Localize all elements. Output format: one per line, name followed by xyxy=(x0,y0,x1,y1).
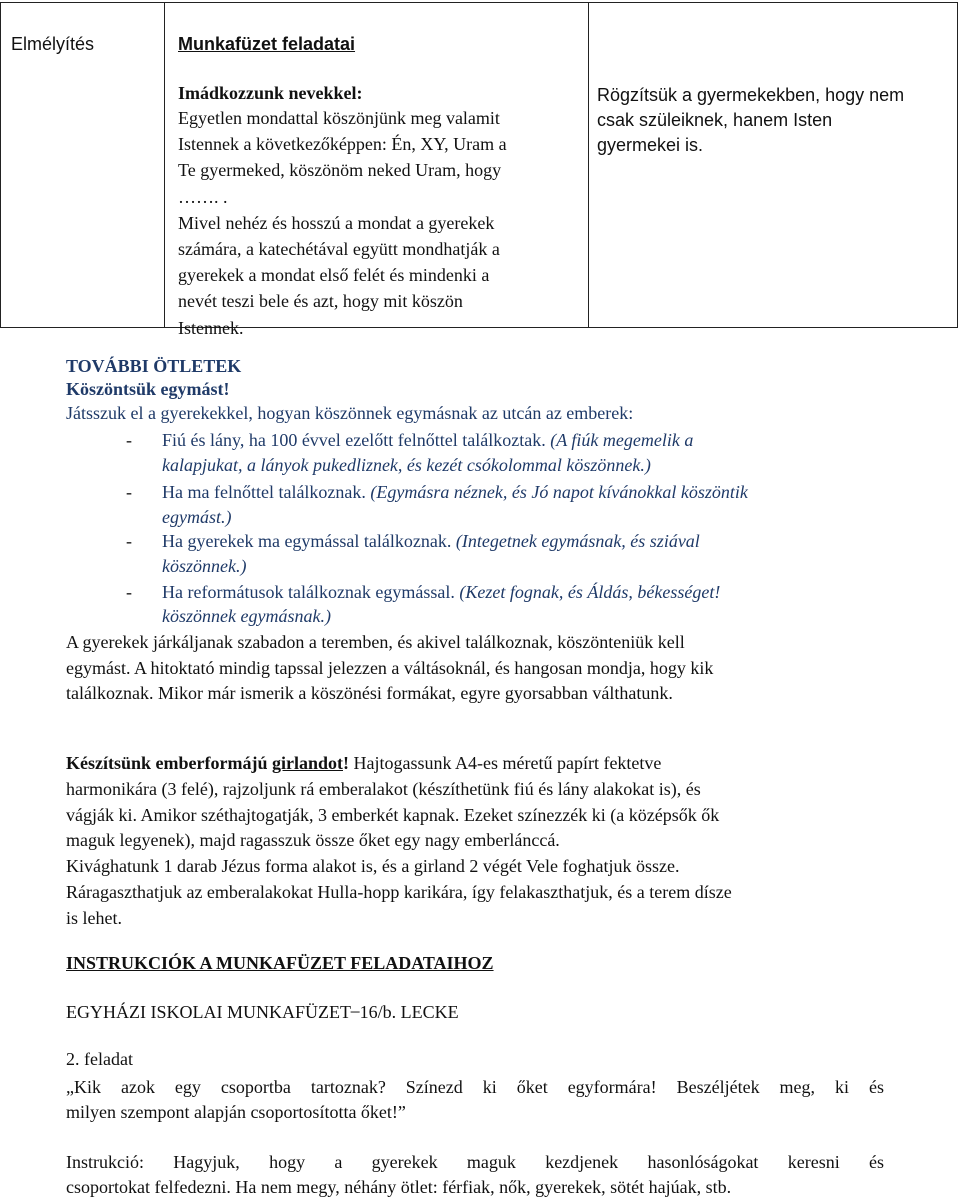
workbook-lesson: EGYHÁZI ISKOLAI MUNKAFÜZET ̶ 16/b. LECKE xyxy=(66,1002,459,1022)
paragraph-line: A gyerekek járkáljanak szabadon a teremben, és akivel találkoznak, köszönteniük kell xyxy=(66,632,685,652)
garland-section xyxy=(66,751,732,932)
phase-label: Elmélyítés xyxy=(11,34,95,54)
list-bullet: - xyxy=(126,531,132,551)
instruction-text xyxy=(66,1150,884,1200)
task-number: 2. feladat xyxy=(66,1049,133,1069)
workbook-title: Munkafüzet feladatai xyxy=(178,34,356,54)
goal-line: Rögzítsük a gyermekekben, hogy nem xyxy=(597,85,905,105)
prayer-line: Egyetlen mondattal köszönjünk meg valamit xyxy=(178,108,500,128)
prayer-line: nevét teszi bele és azt, hogy mit köszön xyxy=(178,291,463,312)
list-item: Ha ma felnőttel találkoznak. (Egymásra néznek, és Jó napot kívánokkal köszöntik xyxy=(162,482,748,502)
list-item: Ha gyerekek ma egymással találkoznak. (Integetnek egymásnak, és sziával xyxy=(162,531,700,551)
ideas-subheading: Köszöntsük egymást! xyxy=(66,379,230,399)
prayer-line: gyerekek a mondat első felét és mindenki a xyxy=(178,265,490,286)
instruction-line: Instrukció: Hagyjuk, hogy a gyerekek maguk kezdjenek hasonlóságokat keresni és xyxy=(66,1152,884,1172)
goal-line: gyermekei is. xyxy=(597,135,704,155)
lesson-table xyxy=(0,2,958,338)
quote-line: „Kik azok egy csoportba tartoznak? Színezd ki őket egyformára! Beszéljétek meg, ki és xyxy=(66,1077,884,1097)
list-item-cont: köszönnek egymásnak.) xyxy=(162,606,331,626)
list-item: Ha reformátusok találkoznak egymással. (Kezet fognak, és Áldás, békességet! xyxy=(162,582,721,602)
prayer-line: Istennek a következőképpen: Én, XY, Uram a xyxy=(178,134,507,155)
goal-text xyxy=(597,83,904,158)
paragraph-line: találkoznak. Mikor már ismerik a köszönési formákat, egyre gyorsabban válthatunk. xyxy=(66,683,673,703)
list-item-cont: kalapjukat, a lányok pukedliznek, és kezét csókolommal köszönnek.) xyxy=(162,455,651,475)
prayer-line: Mivel nehéz és hosszú a mondat a gyerekek xyxy=(178,212,495,233)
quote-line: milyen szempont alapján csoportosította őket!” xyxy=(66,1102,406,1122)
table-cell-workbook xyxy=(165,3,589,338)
garland-line: is lehet. xyxy=(66,907,122,928)
list-bullet: - xyxy=(126,430,132,450)
task-quote xyxy=(66,1075,884,1125)
garland-line: harmonikára (3 felé), rajzoljunk rá emberalakot (készíthetünk fiú és lány alakokat is), és xyxy=(66,778,701,799)
list-item-cont: köszönnek.) xyxy=(162,556,247,576)
garland-line: Ráragaszthatjuk az emberalakokat Hulla-hopp karikára, így felakaszthatjuk, és a terem dísze xyxy=(66,881,732,902)
garland-line: maguk legyenek), majd ragasszuk össze őket egy nagy emberlánccá. xyxy=(66,830,560,851)
table-cell-phase xyxy=(1,3,165,328)
instructions-heading: INSTRUKCIÓK A MUNKAFÜZET FELADATAIHOZ xyxy=(66,953,494,973)
list-bullet: - xyxy=(126,482,132,502)
prayer-line: Istennek. xyxy=(178,317,244,338)
prayer-line: számára, a katechétával együtt mondhatják a xyxy=(178,239,500,260)
goal-line: csak szüleiknek, hanem Isten xyxy=(597,110,833,130)
instruction-line: csoportokat felfedezni. Ha nem megy, néhány ötlet: férfiak, nők, gyerekek, sötét hajúak, stb. xyxy=(66,1177,732,1197)
prayer-line: Te gyermeked, köszönöm neked Uram, hogy xyxy=(178,160,502,181)
prayer-subtitle: Imádkozzunk nevekkel: xyxy=(178,83,363,103)
ideas-paragraph xyxy=(66,630,713,707)
prayer-line: ……. . xyxy=(178,186,228,207)
list-item: Fiú és lány, ha 100 évvel ezelőtt felnőttel találkoztak. (A fiúk megemelik a xyxy=(162,430,694,450)
paragraph-line: egymást. A hitoktató mindig tapssal jelezzen a váltásoknál, és hangosan mondja, hogy kik xyxy=(66,657,714,678)
prayer-text xyxy=(178,105,507,341)
ideas-heading: TOVÁBBI ÖTLETEK xyxy=(66,356,242,376)
garland-line: Kivághatunk 1 darab Jézus forma alakot is, és a girland 2 végét Vele foghatjuk össze. xyxy=(66,856,680,877)
list-item-cont: egymást.) xyxy=(162,507,232,527)
garland-line: vágják ki. Amikor széthajtogatják, 3 emberkét kapnak. Ezeket színezzék ki (a középsők ők xyxy=(66,804,720,825)
ideas-intro: Játsszuk el a gyerekekkel, hogyan köszönnek egymásnak az utcán az emberek: xyxy=(66,403,634,423)
list-bullet: - xyxy=(126,582,132,602)
garland-first-line: Készítsünk emberformájú girlandot! Hajtogassunk A4-es méretű papírt fektetve xyxy=(66,753,662,773)
table-cell-goal xyxy=(589,3,958,328)
